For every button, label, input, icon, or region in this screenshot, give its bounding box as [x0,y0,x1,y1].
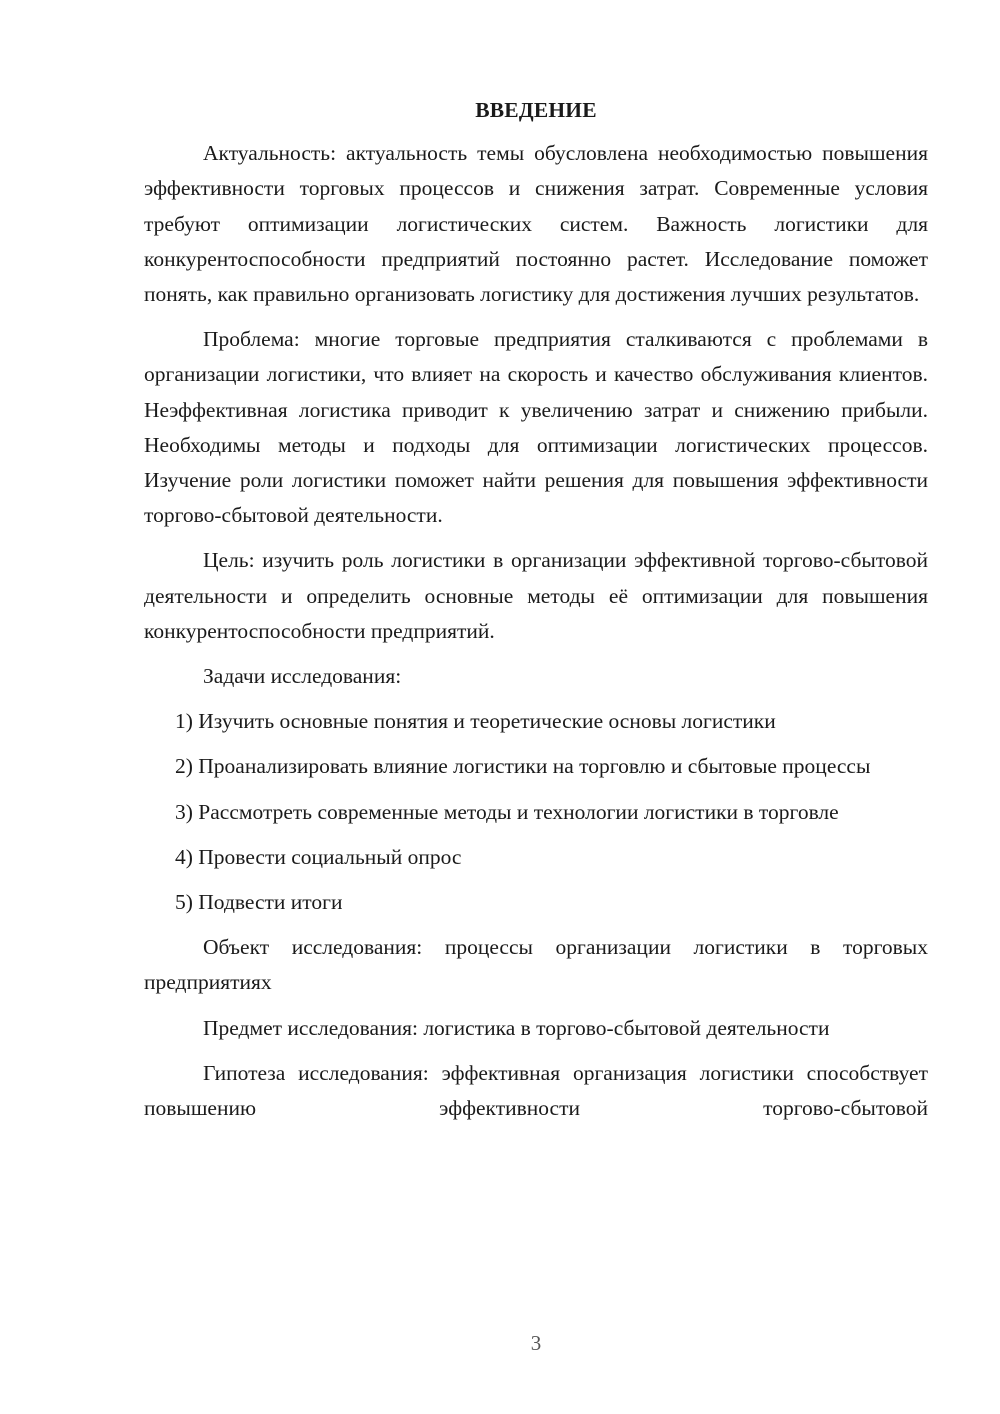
paragraph-object: Объект исследования: процессы организации логистики в торговых предприятиях [144,935,928,995]
page-number: 3 [530,1331,542,1355]
paragraph-goal: Цель: изучить роль логистики в организации эффективной торгово-сбытовой деятельности и определить основные методы её оптимизации для повышения конкурентоспособности предприятий. [144,548,928,643]
paragraph-relevance: Актуальность: актуальность темы обусловлена необходимостью повышения эффективности торговых процессов и снижения затрат. Современные условия требуют оптимизации логистических систем. Важность логистики для конкурентоспособности предприятий постоянно растет. Исследование поможет понять, как правильно организовать логистику для достижения лучших результатов. [144,141,928,307]
paragraph-hypothesis: Гипотеза исследования: эффективная организация логистики способствует повышению эффективности торгово-сбытовой [144,1060,928,1121]
paragraph-problem: Проблема: многие торговые предприятия сталкиваются с проблемами в организации логистики, что влияет на скорость и качество обслуживания клиентов. Неэффективная логистика приводит к увеличению затрат и снижению прибыли. Необходимы методы и подходы для оптимизации логистических процессов. Изучение роли логистики поможет найти решения для повышения эффективности торгово-сбытовой деятельности. [144,327,928,528]
tasks-heading: Задачи исследования: [203,664,402,689]
task-item: 1) Изучить основные понятия и теоретические основы логистики [175,709,776,734]
task-item: 2) Проанализировать влияние логистики на торговлю и сбытовые процессы [175,754,871,779]
document-title: ВВЕДЕНИЕ [475,98,597,122]
document-page [144,93,928,1136]
paragraph-subject: Предмет исследования: логистика в торгово-сбытовой деятельности [203,1015,830,1040]
task-item: 3) Рассмотреть современные методы и технологии логистики в торговле [175,799,839,824]
task-item: 4) Провести социальный опрос [175,844,462,869]
task-item: 5) Подвести итоги [175,890,343,915]
tasks-list [144,704,928,920]
